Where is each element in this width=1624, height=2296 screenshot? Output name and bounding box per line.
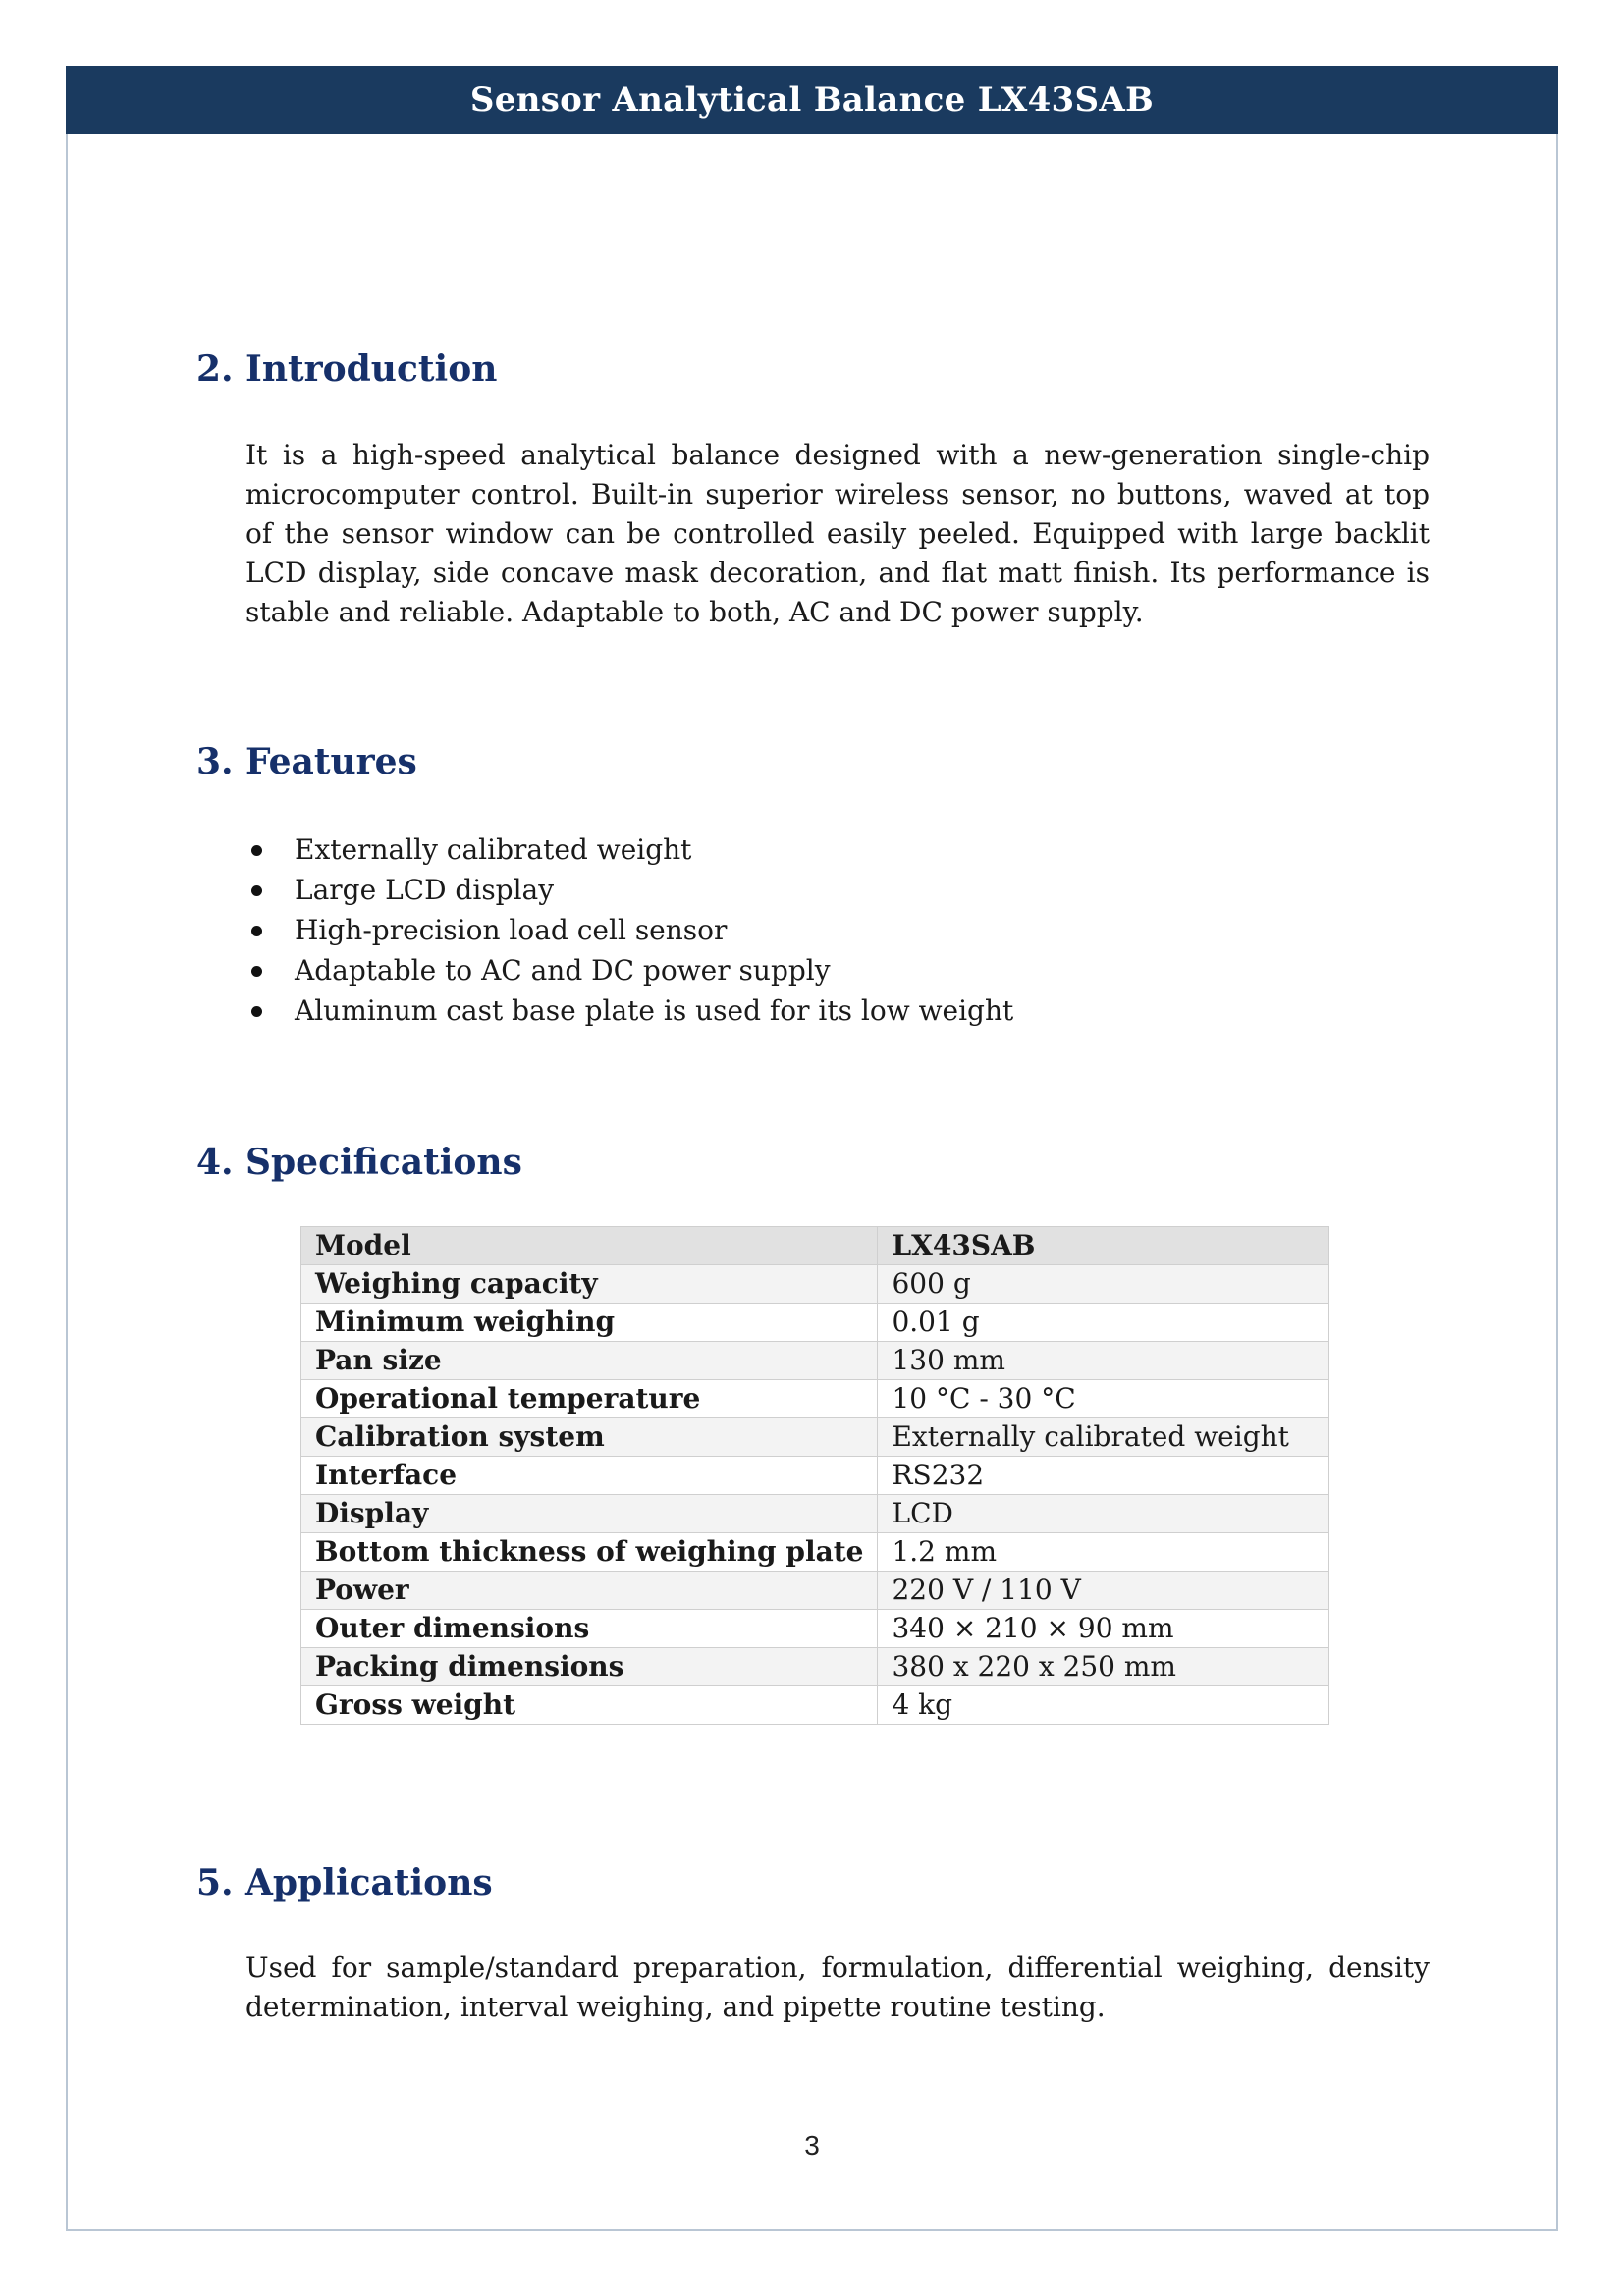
table-cell-value: LCD	[878, 1495, 1329, 1533]
table-cell-value: 340 × 210 × 90 mm	[878, 1610, 1329, 1648]
list-item	[245, 910, 1013, 950]
table-cell-label: Minimum weighing	[301, 1304, 878, 1342]
table-row	[301, 1265, 1329, 1304]
page-number: 3	[804, 2130, 820, 2161]
table-row	[301, 1418, 1329, 1457]
table-cell-value: 220 V / 110 V	[878, 1572, 1329, 1610]
table-row	[301, 1495, 1329, 1533]
introduction-paragraph: It is a high-speed analytical balance designed with a new-generation single-chip microcomputer control. Built-in superior wireless sensor, no buttons, waved at top of the sensor window can be controlled easily peeled. Equipped with large backlit LCD display, side concave mask decoration, and flat matt finish. Its performance is stable and reliable. Adaptable to both, AC and DC power supply.	[245, 439, 1430, 628]
table-cell-label: Interface	[301, 1457, 878, 1495]
table-cell-value: 1.2 mm	[878, 1533, 1329, 1572]
table-cell-label: Pan size	[301, 1342, 878, 1380]
section-title: Features	[245, 741, 417, 782]
section-heading-specifications	[196, 1142, 522, 1183]
table-row	[301, 1380, 1329, 1418]
document-title: Sensor Analytical Balance LX43SAB	[469, 80, 1155, 120]
table-cell-value: 600 g	[878, 1265, 1329, 1304]
table-cell-value: LX43SAB	[878, 1227, 1329, 1265]
document-header	[66, 66, 1558, 134]
table-row	[301, 1457, 1329, 1495]
table-cell-value: Externally calibrated weight	[878, 1418, 1329, 1457]
table-cell-label: Packing dimensions	[301, 1648, 878, 1686]
table-row	[301, 1572, 1329, 1610]
list-item	[245, 829, 1013, 870]
table-cell-label: Outer dimensions	[301, 1610, 878, 1648]
list-item	[245, 870, 1013, 910]
feature-text: Adaptable to AC and DC power supply	[295, 954, 831, 987]
bullet-icon	[251, 966, 262, 977]
section-title: Introduction	[245, 348, 498, 390]
bullet-icon	[251, 1006, 262, 1017]
bullet-icon	[251, 845, 262, 856]
bullet-icon	[251, 885, 262, 896]
section-heading-features	[196, 741, 417, 782]
table-cell-label: Calibration system	[301, 1418, 878, 1457]
section-number: 5.	[196, 1862, 234, 1903]
specifications-table	[300, 1226, 1329, 1725]
table-cell-value: 0.01 g	[878, 1304, 1329, 1342]
table-cell-label: Model	[301, 1227, 878, 1265]
feature-text: High-precision load cell sensor	[295, 914, 728, 946]
table-cell-value: RS232	[878, 1457, 1329, 1495]
features-list	[245, 829, 1013, 1031]
section-title: Specifications	[245, 1142, 522, 1183]
feature-text: Externally calibrated weight	[295, 833, 692, 866]
list-item	[245, 990, 1013, 1031]
table-cell-label: Display	[301, 1495, 878, 1533]
table-row	[301, 1686, 1329, 1725]
list-item	[245, 950, 1013, 990]
table-row	[301, 1533, 1329, 1572]
table-row	[301, 1342, 1329, 1380]
table-cell-value: 130 mm	[878, 1342, 1329, 1380]
table-header-row	[301, 1227, 1329, 1265]
table-cell-label: Bottom thickness of weighing plate	[301, 1533, 878, 1572]
table-row	[301, 1648, 1329, 1686]
section-number: 2.	[196, 348, 234, 390]
table-cell-label: Weighing capacity	[301, 1265, 878, 1304]
table-row	[301, 1610, 1329, 1648]
table-cell-label: Operational temperature	[301, 1380, 878, 1418]
table-cell-value: 10 °C - 30 °C	[878, 1380, 1329, 1418]
section-heading-introduction	[196, 348, 497, 390]
feature-text: Large LCD display	[295, 874, 555, 906]
section-heading-applications	[196, 1862, 493, 1903]
table-cell-label: Gross weight	[301, 1686, 878, 1725]
section-title: Applications	[245, 1862, 493, 1903]
table-row	[301, 1304, 1329, 1342]
feature-text: Aluminum cast base plate is used for its low weight	[295, 994, 1014, 1027]
table-cell-label: Power	[301, 1572, 878, 1610]
section-number: 4.	[196, 1142, 234, 1183]
table-cell-value: 380 x 220 x 250 mm	[878, 1648, 1329, 1686]
bullet-icon	[251, 926, 262, 936]
applications-paragraph: Used for sample/standard preparation, formulation, differential weighing, density determination, interval weighing, and pipette routine testing.	[245, 1951, 1430, 2023]
section-number: 3.	[196, 741, 234, 782]
table-cell-value: 4 kg	[878, 1686, 1329, 1725]
